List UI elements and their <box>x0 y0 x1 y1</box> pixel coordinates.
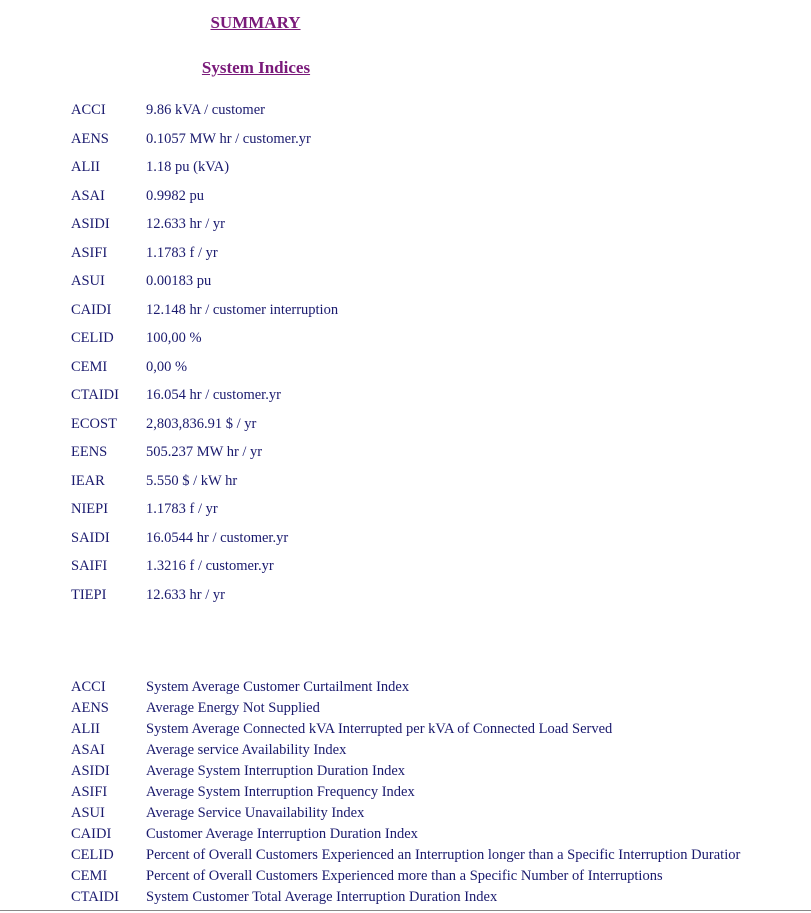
index-value: 5.550 $ / kW hr <box>146 472 238 489</box>
definition-abbreviation: ASIDI <box>71 763 110 779</box>
definition-text: System Customer Total Average Interruption Duration Index <box>146 889 498 905</box>
index-row <box>71 442 262 462</box>
definition-row <box>71 803 364 823</box>
index-row <box>71 528 288 548</box>
index-abbreviation: SAIFI <box>71 558 108 574</box>
index-value: 16.0544 hr / customer.yr <box>146 529 289 546</box>
index-abbreviation: NIEPI <box>71 501 109 517</box>
definition-abbreviation: CELID <box>71 847 114 863</box>
index-abbreviation: TIEPI <box>71 586 107 603</box>
definition-text: System Average Connected kVA Interrupted per kVA of Connected Load Served <box>146 721 613 737</box>
index-value: 16.054 hr / customer.yr <box>146 387 281 403</box>
definition-row <box>71 740 346 760</box>
index-abbreviation: ALII <box>71 159 100 175</box>
index-abbreviation: CELID <box>71 330 114 346</box>
definition-row <box>71 698 320 718</box>
index-value: 0,00 % <box>146 358 188 375</box>
index-row <box>71 271 211 291</box>
index-row <box>71 328 202 348</box>
index-value: 12.633 hr / yr <box>146 216 225 232</box>
index-abbreviation: ACCI <box>71 102 106 118</box>
definition-text: Average Energy Not Supplied <box>146 700 320 716</box>
index-value: 1.18 pu (kVA) <box>146 159 230 175</box>
index-value: 0.1057 MW hr / customer.yr <box>146 130 311 147</box>
section-title-system-indices: System Indices <box>201 58 311 77</box>
definition-text: Average Service Unavailability Index <box>146 805 365 821</box>
index-abbreviation: ASIDI <box>71 216 110 232</box>
index-row <box>71 300 338 320</box>
definition-abbreviation: AENS <box>71 700 109 716</box>
definition-text: System Average Customer Curtailment Index <box>146 679 410 695</box>
index-value: 9.86 kVA / customer <box>146 102 265 118</box>
definition-row <box>71 677 409 697</box>
page-title: SUMMARY <box>210 13 301 32</box>
index-row <box>71 414 256 434</box>
definition-text: Percent of Overall Customers Experienced an Interruption longer than a Specific Interruption Duratior <box>146 847 741 863</box>
index-value: 0.00183 pu <box>146 273 212 289</box>
definition-abbreviation: CAIDI <box>71 826 112 842</box>
index-value: 12.148 hr / customer interruption <box>146 301 339 318</box>
definition-abbreviation: ASIFI <box>71 784 108 800</box>
index-row <box>71 556 274 576</box>
index-abbreviation: ASAI <box>71 187 105 204</box>
definition-abbreviation: ASAI <box>71 742 105 758</box>
index-abbreviation: SAIDI <box>71 529 110 546</box>
index-value: 2,803,836.91 $ / yr <box>146 415 257 432</box>
index-row <box>71 186 204 206</box>
definition-text: Average System Interruption Frequency Index <box>146 784 415 800</box>
index-row <box>71 243 218 263</box>
index-value: 1.3216 f / customer.yr <box>146 558 274 574</box>
index-value: 100,00 % <box>146 330 202 346</box>
index-row <box>71 385 281 405</box>
definition-row <box>71 719 612 739</box>
index-row <box>71 214 225 234</box>
index-row <box>71 157 229 177</box>
index-row <box>71 585 225 605</box>
index-abbreviation: EENS <box>71 444 108 460</box>
index-value: 12.633 hr / yr <box>146 586 225 603</box>
index-abbreviation: AENS <box>71 130 109 147</box>
definition-row <box>71 887 497 907</box>
index-abbreviation: CAIDI <box>71 301 112 318</box>
definition-text: Customer Average Interruption Duration Index <box>146 826 418 842</box>
index-row <box>71 357 187 377</box>
definition-abbreviation: ALII <box>71 721 100 737</box>
index-value: 505.237 MW hr / yr <box>146 444 263 460</box>
definition-text: Percent of Overall Customers Experienced more than a Specific Number of Interruptions <box>146 868 663 884</box>
index-abbreviation: IEAR <box>71 472 105 489</box>
definition-text: Average System Interruption Duration Index <box>146 763 406 779</box>
definition-abbreviation: CEMI <box>71 868 108 884</box>
index-abbreviation: CTAIDI <box>71 387 119 403</box>
definition-abbreviation: ASUI <box>71 805 105 821</box>
index-row <box>71 471 237 491</box>
index-abbreviation: ASUI <box>71 273 105 289</box>
index-abbreviation: ASIFI <box>71 244 108 261</box>
index-abbreviation: CEMI <box>71 358 108 375</box>
definition-abbreviation: CTAIDI <box>71 889 119 905</box>
index-row <box>71 499 218 519</box>
definition-text: Average service Availability Index <box>146 742 347 758</box>
bottom-divider <box>0 910 811 911</box>
definition-row <box>71 761 405 781</box>
index-row <box>71 129 311 149</box>
index-value: 0.9982 pu <box>146 187 204 204</box>
definition-row <box>71 824 418 844</box>
definition-row <box>71 845 740 865</box>
index-row <box>71 100 265 120</box>
index-abbreviation: ECOST <box>71 415 117 432</box>
definition-row <box>71 866 663 886</box>
index-value: 1.1783 f / yr <box>146 501 218 517</box>
index-value: 1.1783 f / yr <box>146 244 218 261</box>
definition-abbreviation: ACCI <box>71 679 106 695</box>
definition-row <box>71 782 415 802</box>
